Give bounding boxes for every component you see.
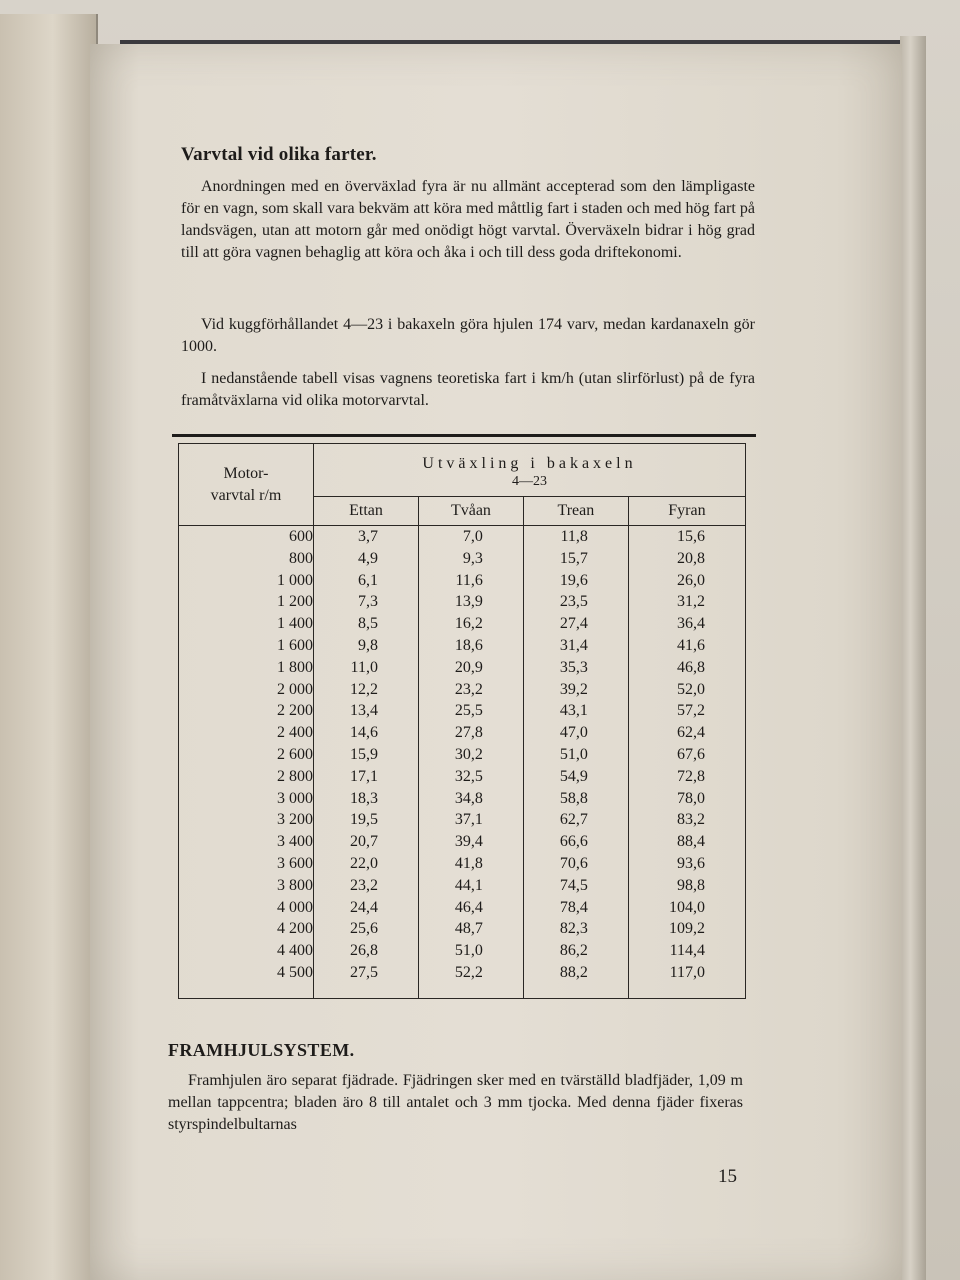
paragraph-overdrive: Anordningen med en överväxlad fyra är nu allmänt accepterad som den lämpligaste för en vagn, som skall vara bekväm att köra med måttlig fart i staden och med hög fart på landsvägen, utan att motorn går med onödigt högt varvtal. Överväxeln bidrar i hög grad till att göra vagnen behaglig att köra och åka i och till dess goda driftekonomi. [181, 178, 755, 261]
trean-cell: 35,3 [559, 658, 588, 676]
ettan-cell: 17,1 [349, 767, 378, 785]
fyran-cell: 72,8 [677, 767, 705, 785]
header-tvaan: Tvåan [418, 497, 523, 526]
fyran-cell: 114,4 [669, 942, 705, 960]
rpm-cell: 3 200 [277, 811, 313, 829]
fyran-cell: 41,6 [677, 636, 705, 654]
tvaan-cell: 16,2 [454, 615, 483, 633]
rpm-cell: 3 800 [277, 876, 313, 894]
ettan-cell: 4,9 [357, 549, 378, 567]
fyran-cell: 20,8 [677, 549, 705, 567]
ettan-cell: 26,8 [349, 942, 378, 960]
rpm-cell: 2 400 [277, 724, 313, 742]
fyran-cell: 15,6 [677, 528, 705, 545]
ettan-cell: 18,3 [349, 789, 378, 807]
rpm-cell: 3 600 [277, 854, 313, 872]
fyran-cell: 83,2 [677, 811, 705, 829]
tvaan-column [418, 526, 523, 999]
tvaan-cell: 32,5 [454, 767, 483, 785]
ettan-cell: 27,5 [349, 963, 378, 981]
fyran-cell: 57,2 [677, 702, 705, 720]
trean-cell: 54,9 [559, 767, 588, 785]
rpm-cell: 1 400 [277, 615, 313, 633]
paragraph-gear-ratio: Vid kuggförhållandet 4—23 i bakaxeln göra hjulen 174 varv, medan kardanaxeln gör 1000. [181, 316, 755, 355]
gear-group-header [314, 444, 746, 497]
trean-cell: 31,4 [559, 636, 588, 654]
header-trean: Trean [523, 497, 628, 526]
ettan-cell: 7,3 [357, 593, 378, 611]
speed-table [178, 443, 746, 999]
tvaan-cell: 25,5 [454, 702, 483, 720]
tvaan-cell: 27,8 [454, 724, 483, 742]
gear-group-title: Utväxling i bakaxeln [422, 455, 637, 472]
tvaan-cell: 48,7 [454, 920, 483, 938]
fyran-cell: 93,6 [677, 854, 705, 872]
ettan-column [314, 526, 419, 999]
tvaan-cell: 23,2 [454, 680, 483, 698]
tvaan-cell: 13,9 [454, 593, 483, 611]
tvaan-cell: 44,1 [454, 876, 483, 894]
tvaan-cell: 51,0 [454, 942, 483, 960]
rpm-cell: 2 200 [277, 702, 313, 720]
ettan-cell: 8,5 [357, 615, 378, 633]
ettan-cell: 12,2 [349, 680, 378, 698]
trean-cell: 27,4 [559, 615, 588, 633]
fyran-cell: 98,8 [677, 876, 705, 894]
ettan-cell: 24,4 [349, 898, 378, 916]
fyran-cell: 36,4 [677, 615, 705, 633]
header-fyran: Fyran [628, 497, 745, 526]
trean-cell: 23,5 [559, 593, 588, 611]
tvaan-cell: 30,2 [454, 745, 483, 763]
tvaan-cell: 34,8 [454, 789, 483, 807]
tvaan-cell: 7,0 [462, 528, 483, 545]
header-ettan: Ettan [314, 497, 419, 526]
rpm-cell: 4 400 [277, 942, 313, 960]
tvaan-cell: 39,4 [454, 833, 483, 851]
trean-cell: 51,0 [559, 745, 588, 763]
trean-cell: 19,6 [559, 571, 588, 589]
tvaan-cell: 20,9 [454, 658, 483, 676]
motor-rpm-header [179, 444, 314, 526]
ettan-cell: 23,2 [349, 876, 378, 894]
trean-cell: 39,2 [559, 680, 588, 698]
rpm-cell: 800 [289, 549, 313, 567]
trean-cell: 62,7 [559, 811, 588, 829]
fyran-cell: 109,2 [669, 920, 705, 938]
trean-cell: 47,0 [559, 724, 588, 742]
page-number: 15 [718, 1166, 737, 1187]
ettan-cell: 19,5 [349, 811, 378, 829]
paragraph-table-intro: I nedanstående tabell visas vagnens teoretiska fart i km/h (utan slirförlust) på de fyra framåtväxlarna vid olika motorvarvtal. [181, 370, 755, 409]
ettan-cell: 14,6 [349, 724, 378, 742]
rpm-cell: 1 200 [277, 593, 313, 611]
trean-cell: 15,7 [559, 549, 588, 567]
tvaan-cell: 41,8 [454, 854, 483, 872]
rpm-cell: 4 500 [277, 963, 313, 981]
trean-cell: 74,5 [559, 876, 588, 894]
rpm-cell: 600 [289, 528, 313, 545]
section-heading: Varvtal vid olika farter. [181, 144, 377, 165]
tvaan-cell: 18,6 [454, 636, 483, 654]
fyran-cell: 26,0 [677, 571, 705, 589]
ettan-cell: 20,7 [349, 833, 378, 851]
tvaan-cell: 52,2 [454, 963, 483, 981]
trean-cell: 70,6 [559, 854, 588, 872]
gear-group-ratio: 4—23 [512, 474, 547, 489]
rpm-cell: 2 600 [277, 745, 313, 763]
fyran-cell: 104,0 [669, 898, 705, 916]
paragraph-front-suspension: Framhjulen äro separat fjädrade. Fjädringen sker med en tvärställd bladfjäder, 1,09 m mellan tappcentra; bladen äro 8 till antalet och 3 mm tjocka. Med denna fjäder fixeras styrspindelbultarnas [168, 1072, 743, 1133]
ettan-cell: 9,8 [357, 636, 378, 654]
ettan-cell: 6,1 [357, 571, 378, 589]
fyran-cell: 67,6 [677, 745, 705, 763]
fyran-cell: 46,8 [677, 658, 705, 676]
rpm-cell: 4 000 [277, 898, 313, 916]
fyran-cell: 117,0 [669, 963, 705, 981]
speed-table-frame [172, 434, 756, 1005]
trean-cell: 58,8 [559, 789, 588, 807]
tvaan-cell: 11,6 [455, 571, 483, 589]
trean-cell: 88,2 [559, 963, 588, 981]
fyran-cell: 52,0 [677, 680, 705, 698]
rpm-cell: 2 000 [277, 680, 313, 698]
rpm-cell: 1 600 [277, 636, 313, 654]
trean-cell: 66,6 [559, 833, 588, 851]
rpm-cell: 1 800 [277, 658, 313, 676]
fyran-cell: 88,4 [677, 833, 705, 851]
rpm-cell: 3 000 [277, 789, 313, 807]
trean-column [523, 526, 628, 999]
motor-rpm-header-text: Motor- varvtal r/m [210, 464, 282, 504]
rpm-cell: 1 000 [277, 571, 313, 589]
ettan-cell: 11,0 [350, 658, 378, 676]
fyran-cell: 78,0 [677, 789, 705, 807]
rpm-cell: 4 200 [277, 920, 313, 938]
tvaan-cell: 37,1 [454, 811, 483, 829]
trean-cell: 86,2 [559, 942, 588, 960]
tvaan-cell: 46,4 [454, 898, 483, 916]
fyran-cell: 62,4 [677, 724, 705, 742]
trean-cell: 43,1 [559, 702, 588, 720]
rpm-cell: 3 400 [277, 833, 313, 851]
ettan-cell: 25,6 [349, 920, 378, 938]
trean-cell: 82,3 [559, 920, 588, 938]
tvaan-cell: 9,3 [462, 549, 483, 567]
trean-cell: 78,4 [559, 898, 588, 916]
ettan-cell: 15,9 [349, 745, 378, 763]
ettan-cell: 3,7 [357, 528, 378, 545]
ettan-cell: 13,4 [349, 702, 378, 720]
rpm-column [179, 526, 314, 999]
ettan-cell: 22,0 [349, 854, 378, 872]
fyran-cell: 31,2 [677, 593, 705, 611]
fyran-column [628, 526, 745, 999]
trean-cell: 11,8 [560, 528, 588, 545]
section-heading-front-suspension: FRAMHJULSYSTEM. [168, 1040, 355, 1060]
rpm-cell: 2 800 [277, 767, 313, 785]
